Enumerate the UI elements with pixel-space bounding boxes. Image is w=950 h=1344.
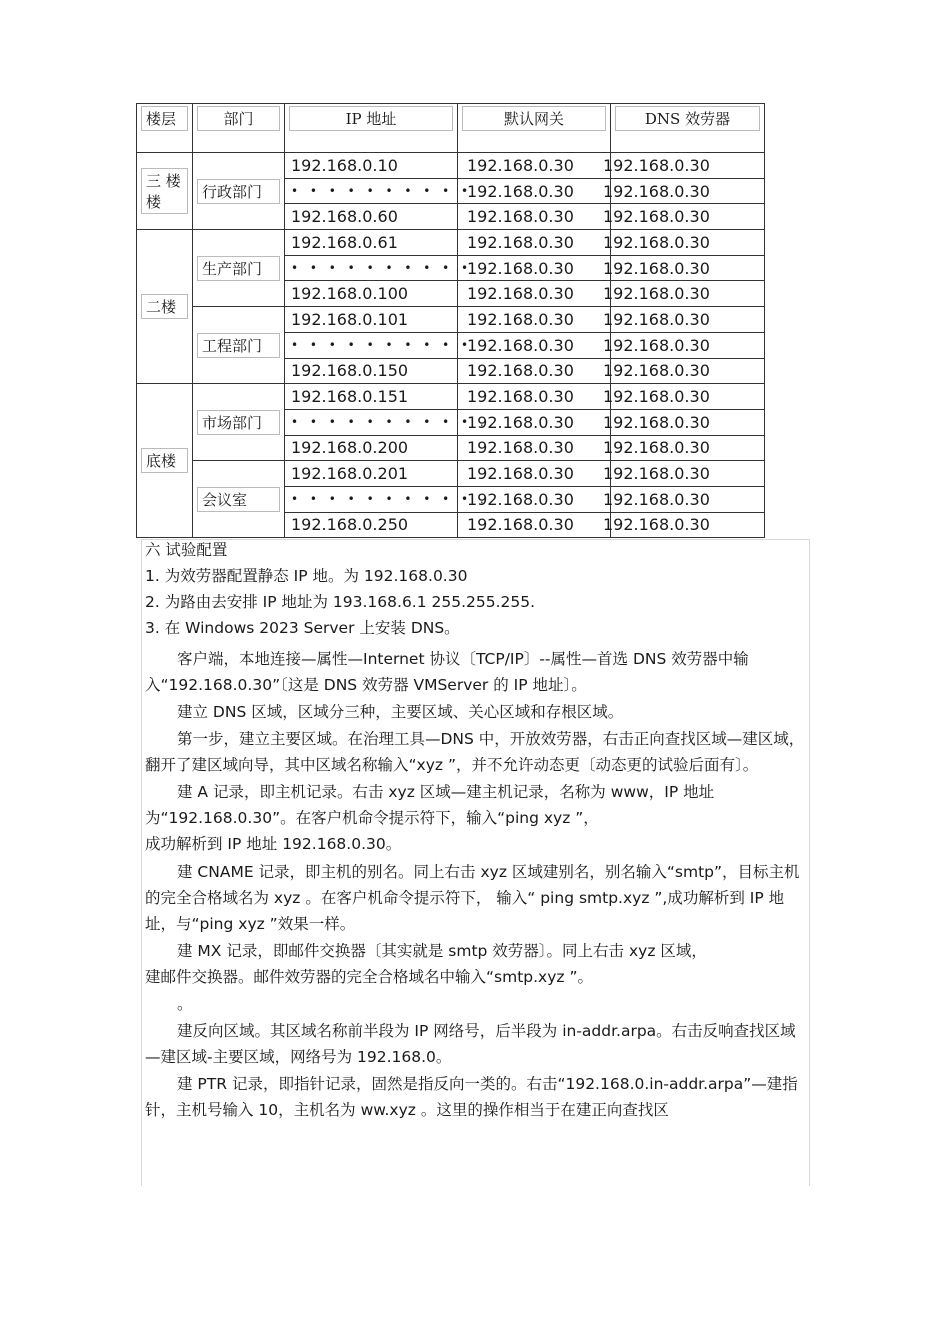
gateway-cell: 192.168.0.30	[458, 204, 611, 230]
ip-address-cell: 192.168.0.100	[285, 281, 458, 307]
dns-server-cell: 192.168.0.30	[611, 435, 765, 461]
gateway-cell: 192.168.0.30	[458, 255, 611, 281]
paragraph-primary-zone: 第一步，建立主要区域。在治理工具—DNS 中，开放效劳器，右击正向查找区域—建区域，翻开了建区域向导，其中区域名称输入“xyz ”，并不允许动态更〔动态更的试验后面有〕。	[145, 730, 805, 774]
paragraph-mx-record-cont: 建邮件交换器。邮件效劳器的完全合格域名中输入“smtp.xyz ”。	[145, 968, 593, 986]
dns-server-cell: 192.168.0.30	[611, 486, 765, 512]
floor-label: 三 楼 楼	[141, 168, 188, 214]
paragraph-period: 。	[177, 995, 193, 1013]
department-label: 市场部门	[197, 410, 280, 435]
ip-address-cell: 192.168.0.250	[285, 512, 458, 538]
paragraph-a-record-result: 成功解析到 IP 地址 192.168.0.30。	[145, 835, 402, 853]
paragraph-a-record: 建 A 记录，即主机记录。右击 xyz 区域—建主机记录，名称为 www，IP 地址为“192.168.0.30”。在客户机命令提示符下，输入“ping xyz ”，	[145, 783, 715, 827]
dns-server-cell: 192.168.0.30	[611, 384, 765, 410]
table-row	[137, 230, 765, 256]
department-label: 会议室	[197, 487, 280, 512]
dns-server-cell: 192.168.0.30	[611, 409, 765, 435]
table-row	[137, 307, 765, 333]
floor-cell	[137, 153, 193, 230]
dns-server-cell: 192.168.0.30	[611, 230, 765, 256]
gateway-cell: 192.168.0.30	[458, 384, 611, 410]
step-2: 2. 为路由去安排 IP 地址为 193.168.6.1 255.255.255.	[145, 593, 536, 611]
section-heading: 六 试验配置	[145, 541, 228, 559]
gateway-cell: 192.168.0.30	[458, 486, 611, 512]
paragraph-ptr-record: 建 PTR 记录，即指针记录，固然是指反向一类的。右击“192.168.0.in-addr.arpa”—建指针，主机号输入 10，主机名为 ww.xyz 。这里的操作相当于在建正向查找区	[145, 1075, 798, 1119]
floor-label: 底楼	[141, 448, 188, 473]
gateway-cell: 192.168.0.30	[458, 512, 611, 538]
dns-server-cell: 192.168.0.30	[611, 281, 765, 307]
gateway-cell: 192.168.0.30	[458, 435, 611, 461]
ip-address-cell: 192.168.0.150	[285, 358, 458, 384]
paragraph-cname-record: 建 CNAME 记录，即主机的别名。同上右击 xyz 区域建别名，别名输入“smtp”，目标主机的完全合格域名为 xyz 。在客户机命令提示符下， 输入“ ping smtp.xyz ”,成功解析到 IP 地址，与“ping xyz ”效果一样。	[145, 863, 800, 933]
ip-address-cell: 192.168.0.60	[285, 204, 458, 230]
experiment-config-section	[145, 537, 810, 1123]
department-label: 工程部门	[197, 333, 280, 358]
dns-server-cell: 192.168.0.30	[611, 153, 765, 179]
ip-address-cell: • • • • • • • • • •	[285, 255, 458, 281]
floor-cell	[137, 230, 193, 384]
department-cell	[193, 153, 285, 230]
floor-label: 二楼	[141, 294, 188, 319]
gateway-cell: 192.168.0.30	[458, 281, 611, 307]
ip-address-cell: 192.168.0.201	[285, 461, 458, 487]
floor-cell	[137, 384, 193, 538]
table-header-row	[137, 104, 765, 153]
dns-server-cell: 192.168.0.30	[611, 512, 765, 538]
department-cell	[193, 461, 285, 538]
ip-address-cell: 192.168.0.151	[285, 384, 458, 410]
dns-server-cell: 192.168.0.30	[611, 461, 765, 487]
table-body	[137, 104, 765, 538]
ip-address-cell: 192.168.0.101	[285, 307, 458, 333]
header-floor: 楼层	[141, 106, 188, 131]
step-3: 3. 在 Windows 2023 Server 上安装 DNS。	[145, 619, 460, 637]
gateway-cell: 192.168.0.30	[458, 307, 611, 333]
dns-server-cell: 192.168.0.30	[611, 204, 765, 230]
department-label: 行政部门	[197, 179, 280, 204]
table-row	[137, 153, 765, 179]
paragraph-client-config: 客户端，本地连接—属性—Internet 协议〔TCP/IP〕--属性—首选 DNS 效劳器中输入“192.168.0.30”〔这是 DNS 效劳器 VMServer 的 IP 地址〕。	[145, 650, 749, 694]
dns-server-cell: 192.168.0.30	[611, 358, 765, 384]
header-floor-cell	[137, 104, 193, 153]
ip-address-cell: 192.168.0.61	[285, 230, 458, 256]
ip-allocation-table	[136, 103, 765, 538]
gateway-cell: 192.168.0.30	[458, 178, 611, 204]
dns-server-cell: 192.168.0.30	[611, 255, 765, 281]
header-department: 部门	[197, 106, 280, 131]
header-ip-cell	[285, 104, 458, 153]
step-1: 1. 为效劳器配置静态 IP 地。为 192.168.0.30	[145, 567, 468, 585]
gateway-cell: 192.168.0.30	[458, 332, 611, 358]
header-default-gateway: 默认网关	[462, 106, 606, 131]
table-row	[137, 384, 765, 410]
header-dns-server: DNS 效劳器	[615, 106, 760, 131]
ip-address-cell: • • • • • • • • • •	[285, 332, 458, 358]
dns-server-cell: 192.168.0.30	[611, 178, 765, 204]
gateway-cell: 192.168.0.30	[458, 461, 611, 487]
ip-address-cell: 192.168.0.200	[285, 435, 458, 461]
ip-address-cell: • • • • • • • • • • .	[285, 409, 458, 435]
dns-server-cell: 192.168.0.30	[611, 307, 765, 333]
paragraph-reverse-zone: 建反向区域。其区域名称前半段为 IP 网络号，后半段为 in-addr.arpa。右击反响查找区域—建区域-主要区域，网络号为 192.168.0。	[145, 1022, 796, 1066]
gateway-cell: 192.168.0.30	[458, 358, 611, 384]
dns-server-cell: 192.168.0.30	[611, 332, 765, 358]
ip-address-cell: 192.168.0.10	[285, 153, 458, 179]
paragraph-zone-types: 建立 DNS 区域，区域分三种，主要区域、关心区域和存根区域。	[177, 703, 624, 721]
ip-address-cell: • • • • • • • • • •	[285, 178, 458, 204]
paragraph-mx-record: 建 MX 记录，即邮件交换器〔其实就是 smtp 效劳器〕。同上右击 xyz 区域，	[177, 942, 707, 960]
gateway-cell: 192.168.0.30	[458, 153, 611, 179]
gateway-cell: 192.168.0.30	[458, 230, 611, 256]
department-cell	[193, 307, 285, 384]
table-row	[137, 461, 765, 487]
department-label: 生产部门	[197, 256, 280, 281]
ip-address-cell: • • • • • • • • • • .	[285, 486, 458, 512]
header-dns-cell	[611, 104, 765, 153]
header-dept-cell	[193, 104, 285, 153]
header-ip-address: IP 地址	[289, 106, 453, 131]
header-gateway-cell	[458, 104, 611, 153]
department-cell	[193, 230, 285, 307]
department-cell	[193, 384, 285, 461]
gateway-cell: 192.168.0.30	[458, 409, 611, 435]
